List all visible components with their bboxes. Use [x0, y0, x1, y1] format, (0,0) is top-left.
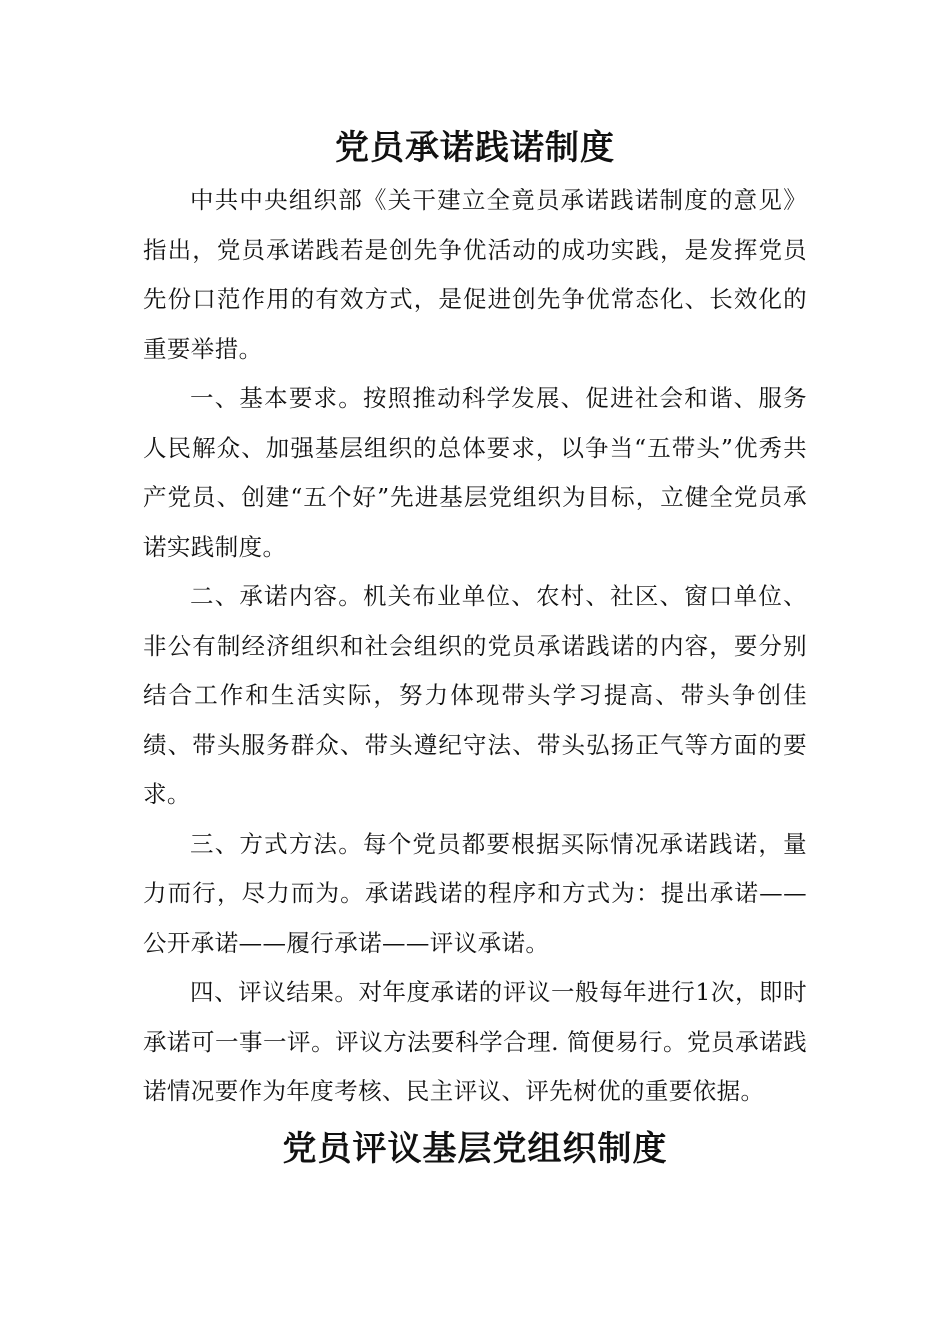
- paragraph-basic-requirements: 一、基本要求。按照推动科学发展、促进社会和谐、服务人民解众、加强基层组织的总体要求，以争当“五带头”优秀共产党员、创建“五个好”先进基层党组织为目标，立健全党员承诺实践制度。: [143, 384, 807, 561]
- document-page: [143, 120, 807, 1177]
- paragraph-methods: 三、方式方法。每个党员都要根据买际情况承诺践诺，量力而行，尽力而为。承诺践诺的程序和方式为：提出承诺——公开承诺——履行承诺——评议承诺。: [143, 829, 807, 957]
- next-section-title: 党员评议基层党组织制度: [282, 1128, 668, 1169]
- document-title: 党员承诺践诺制度: [335, 128, 615, 168]
- paragraph-intro: 中共中央组织部《关干建立全竟员承诺践诺制度的意见》指出，党员承诺践若是创先争优活动的成功实践，是发挥党员先份口范作用的有效方式，是促进创先争优常态化、长效化的重要举措。: [143, 186, 807, 363]
- paragraph-evaluation-results: 四、评议结果。对年度承诺的评议一般每年进行1次，即时承诺可一事一评。评议方法要科学合理. 简便易行。党员承诺践诺情况要作为年度考核、民主评议、评先树优的重要依据。: [143, 978, 807, 1105]
- paragraph-commitment-content: 二、承诺内容。机关布业单位、农村、社区、窗口单位、非公有制经济组织和社会组织的党员承诺践诺的内容，要分别结合工作和生活实际，努力体现带头学习提高、带头争创佳绩、带头服务群众、带头遵纪守法、带头弘扬正气等方面的要求。: [143, 582, 807, 808]
